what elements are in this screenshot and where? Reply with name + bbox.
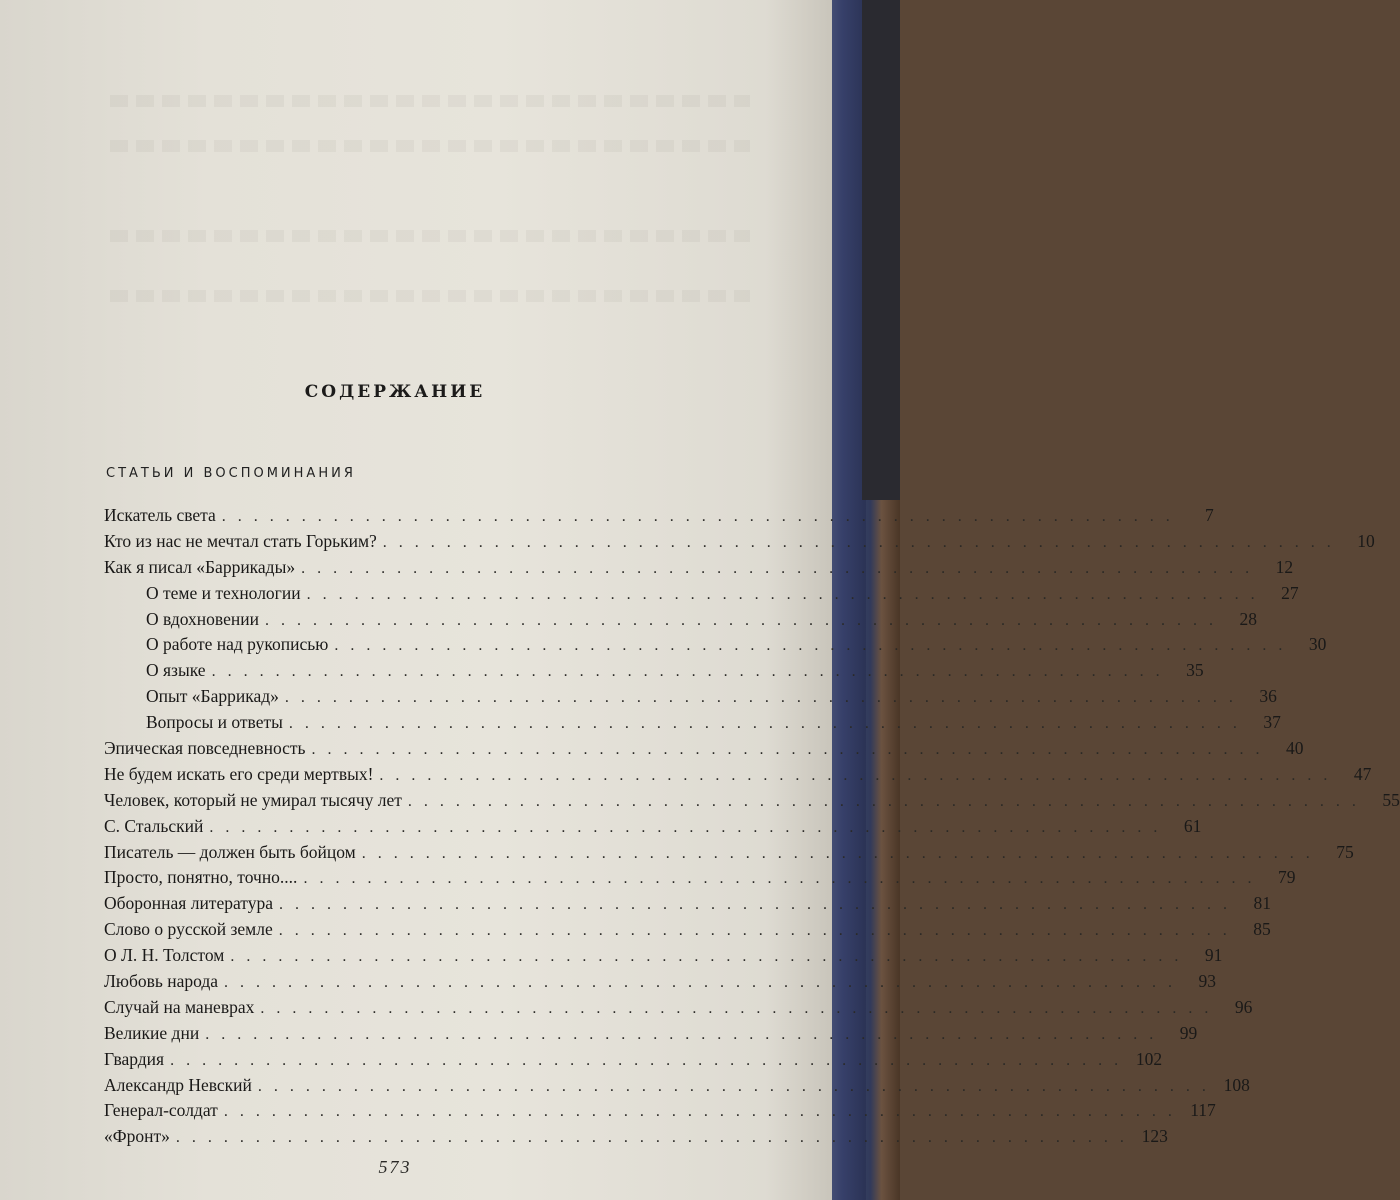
toc-entry-title: Любовь народа (104, 971, 219, 992)
toc-entry-title: «Фронт» (104, 1126, 170, 1147)
dot-leader: . . . . . . . . . . . . . . . . . . . . . . . . . . . . . . . . . . . . . . . . . . . . . . . . . . . . . . . . . . . . (334, 637, 1287, 655)
toc-subentry (104, 608, 1257, 635)
toc-entry-title: О вдохновении (146, 608, 259, 629)
toc-entry-title: О языке (146, 660, 206, 681)
contents-heading: СОДЕРЖАНИЕ (304, 382, 486, 402)
dot-leader: . . . . . . . . . . . . . . . . . . . . . . . . . . . . . . . . . . . . . . . . . . . . . . . . . . . . . . . . . . . . (301, 559, 1254, 577)
toc-entry-title: Просто, понятно, точно.... (104, 867, 298, 888)
toc-entry (104, 867, 1296, 893)
table-of-contents (104, 505, 1400, 1152)
dot-leader: . . . . . . . . . . . . . . . . . . . . . . . . . . . . . . . . . . . . . . . . . . . . . . . . . . . . . . . . . . . . (260, 999, 1213, 1017)
toc-entry-title: Александр Невский (104, 1074, 252, 1095)
toc-entry (104, 893, 1271, 919)
toc-entry-page: 99 (1179, 1022, 1198, 1043)
toc-entry-title: Эпическая повседневность (104, 738, 306, 759)
toc-entry-page: 7 (1205, 505, 1214, 525)
toc-entry (104, 530, 1375, 557)
toc-entry-page: 28 (1239, 608, 1257, 629)
toc-entry-title: О теме и технологии (146, 582, 301, 603)
toc-entry-title: Опыт «Баррикад» (146, 686, 279, 707)
toc-entry (104, 1048, 1163, 1075)
toc-entry-page: 61 (1183, 815, 1202, 836)
dot-leader: . . . . . . . . . . . . . . . . . . . . . . . . . . . . . . . . . . . . . . . . . . . . . . . . . . . . . . . . . . . . (284, 689, 1237, 707)
toc-entry-page: 10 (1357, 530, 1375, 551)
toc-entry-title: Писатель — должен быть бойцом (104, 841, 356, 862)
dot-leader: . . . . . . . . . . . . . . . . . . . . . . . . . . . . . . . . . . . . . . . . . . . . . . . . . . . . . . . . . . . . (361, 844, 1314, 862)
toc-entry-page: 93 (1198, 971, 1217, 992)
show-through-text (110, 140, 750, 152)
show-through-text (110, 95, 750, 107)
toc-entry (104, 815, 1202, 842)
toc-entry (104, 996, 1253, 1023)
toc-entry-title: Оборонная литература (104, 893, 273, 914)
dot-leader: . . . . . . . . . . . . . . . . . . . . . . . . . . . . . . . . . . . . . . . . . . . . . . . . . . . . . . . . . . . . (209, 818, 1162, 836)
toc-entry (104, 1022, 1198, 1049)
toc-entry-page: 30 (1308, 634, 1327, 655)
toc-subentry (104, 712, 1281, 738)
toc-entry-page: 12 (1275, 556, 1294, 577)
toc-entry (104, 971, 1217, 997)
toc-entry-page: 36 (1259, 686, 1277, 707)
toc-entry (104, 505, 1214, 531)
toc-entry-page: 47 (1353, 763, 1372, 784)
dot-leader: . . . . . . . . . . . . . . . . . . . . . . . . . . . . . . . . . . . . . . . . . . . . . . . . . . . . . . . . . . . . (224, 974, 1177, 992)
dot-leader: . . . . . . . . . . . . . . . . . . . . . . . . . . . . . . . . . . . . . . . . . . . . . . . . . . . . . . . . . . . . (278, 922, 1231, 940)
dot-leader: . . . . . . . . . . . . . . . . . . . . . . . . . . . . . . . . . . . . . . . . . . . . . . . . . . . . . . . . . . . . (264, 611, 1217, 629)
dot-leader: . . . . . . . . . . . . . . . . . . . . . . . . . . . . . . . . . . . . . . . . . . . . . . . . . . . . . . . . . . . . (257, 1077, 1210, 1095)
toc-entry-page: 40 (1286, 738, 1304, 759)
toc-entry-title: О работе над рукописью (146, 634, 329, 655)
dot-leader: . . . . . . . . . . . . . . . . . . . . . . . . . . . . . . . . . . . . . . . . . . . . . . . . . . . . . . . . . . . . (382, 533, 1335, 551)
toc-subentry (104, 686, 1277, 712)
toc-entry-page: 27 (1281, 582, 1299, 603)
toc-entry-title: Вопросы и ответы (146, 712, 283, 733)
toc-entry-page: 75 (1336, 841, 1354, 862)
dot-leader: . . . . . . . . . . . . . . . . . . . . . . . . . . . . . . . . . . . . . . . . . . . . . . . . . . . . . . . . . . . . (306, 585, 1259, 603)
dot-leader: . . . . . . . . . . . . . . . . . . . . . . . . . . . . . . . . . . . . . . . . . . . . . . . . . . . . . . . . . . . . (379, 766, 1332, 784)
dot-leader: . . . . . . . . . . . . . . . . . . . . . . . . . . . . . . . . . . . . . . . . . . . . . . . . . . . . . . . . . . . . (175, 1129, 1128, 1147)
show-through-text (110, 230, 750, 242)
toc-entry-page: 37 (1263, 712, 1281, 733)
dot-leader: . . . . . . . . . . . . . . . . . . . . . . . . . . . . . . . . . . . . . . . . . . . . . . . . . . . . . . . . . . . . (288, 715, 1241, 733)
toc-entry-title: Случай на маневрах (104, 996, 255, 1017)
section-title: СТАТЬИ И ВОСПОМИНАНИЯ (106, 466, 356, 481)
dot-leader: . . . . . . . . . . . . . . . . . . . . . . . . . . . . . . . . . . . . . . . . . . . . . . . . . . . . . . . . . . . . (223, 1103, 1176, 1121)
toc-entry (104, 1126, 1168, 1152)
toc-entry (104, 1074, 1250, 1101)
dot-leader: . . . . . . . . . . . . . . . . . . . . . . . . . . . . . . . . . . . . . . . . . . . . . . . . . . . . . . . . . . . . (407, 792, 1360, 810)
toc-entry (104, 763, 1372, 790)
toc-entry (104, 841, 1354, 868)
toc-entry-page: 81 (1253, 893, 1271, 914)
toc-entry-title: Великие дни (104, 1022, 200, 1043)
page-number: 573 (378, 1157, 412, 1177)
toc-entry-page: 96 (1234, 996, 1253, 1017)
toc-entry-page: 108 (1223, 1074, 1250, 1095)
dot-leader: . . . . . . . . . . . . . . . . . . . . . . . . . . . . . . . . . . . . . . . . . . . . . . . . . . . . . . . . . . . . (170, 1051, 1123, 1069)
toc-subentry (104, 660, 1204, 686)
toc-subentry (104, 634, 1327, 660)
toc-entry-page: 91 (1204, 945, 1223, 966)
toc-entry-page: 79 (1277, 867, 1296, 888)
toc-entry (104, 738, 1304, 764)
toc-entry-title: Кто из нас не мечтал стать Горьким? (104, 530, 377, 551)
toc-entry (104, 789, 1400, 816)
toc-entry-title: Как я писал «Баррикады» (104, 556, 296, 577)
dot-leader: . . . . . . . . . . . . . . . . . . . . . . . . . . . . . . . . . . . . . . . . . . . . . . . . . . . . . . . . . . . . (221, 508, 1174, 525)
background-surface (862, 0, 900, 500)
toc-subentry (104, 582, 1299, 609)
toc-entry-page: 123 (1141, 1126, 1168, 1147)
toc-entry-title: Не будем искать его среди мертвых! (104, 763, 374, 784)
toc-entry-title: С. Стальский (104, 815, 204, 836)
toc-entry-page: 85 (1253, 919, 1271, 940)
toc-entry (104, 919, 1271, 945)
toc-entry-page: 55 (1382, 789, 1400, 810)
toc-entry-title: Искатель света (104, 505, 216, 525)
dot-leader: . . . . . . . . . . . . . . . . . . . . . . . . . . . . . . . . . . . . . . . . . . . . . . . . . . . . . . . . . . . . (278, 896, 1231, 914)
dot-leader: . . . . . . . . . . . . . . . . . . . . . . . . . . . . . . . . . . . . . . . . . . . . . . . . . . . . . . . . . . . . (230, 948, 1183, 966)
toc-entry-page: 117 (1190, 1100, 1216, 1121)
toc-entry-title: Человек, который не умирал тысячу лет (104, 789, 402, 810)
dot-leader: . . . . . . . . . . . . . . . . . . . . . . . . . . . . . . . . . . . . . . . . . . . . . . . . . . . . . . . . . . . . (205, 1025, 1158, 1043)
toc-entry (104, 945, 1223, 971)
dot-leader: . . . . . . . . . . . . . . . . . . . . . . . . . . . . . . . . . . . . . . . . . . . . . . . . . . . . . . . . . . . . (211, 663, 1164, 681)
toc-entry-title: О Л. Н. Толстом (104, 945, 225, 966)
toc-entry-page: 35 (1186, 660, 1204, 681)
dot-leader: . . . . . . . . . . . . . . . . . . . . . . . . . . . . . . . . . . . . . . . . . . . . . . . . . . . . . . . . . . . . (303, 870, 1256, 888)
toc-entry-title: Гвардия (104, 1048, 165, 1069)
toc-entry-title: Генерал-солдат (104, 1100, 218, 1121)
toc-entry-title: Слово о русской земле (104, 919, 273, 940)
toc-entry (104, 1100, 1216, 1126)
show-through-text (110, 290, 750, 302)
toc-entry (104, 556, 1294, 583)
toc-entry-page: 102 (1135, 1048, 1163, 1069)
dot-leader: . . . . . . . . . . . . . . . . . . . . . . . . . . . . . . . . . . . . . . . . . . . . . . . . . . . . . . . . . . . . (311, 741, 1264, 759)
